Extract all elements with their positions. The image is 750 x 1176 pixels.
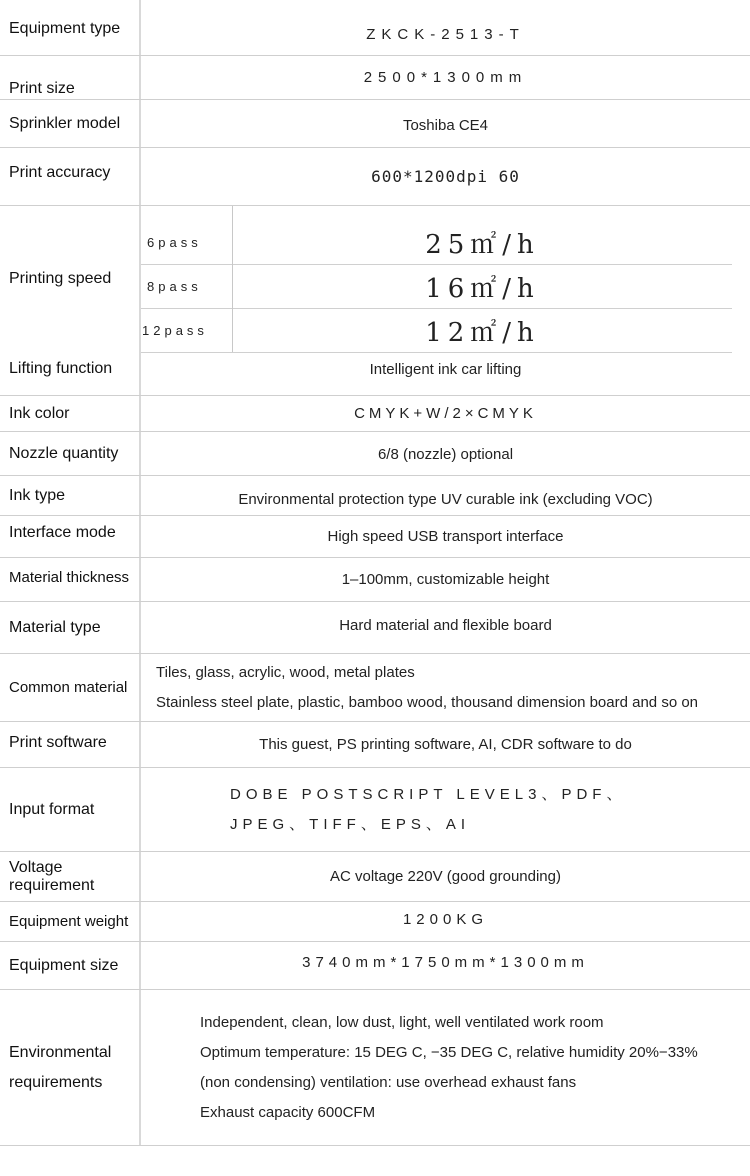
spec-value: Environmental protection type UV curable ink (excluding VOC) [238, 491, 653, 508]
spec-value-line: Exhaust capacity 600CFM [200, 1103, 376, 1121]
spec-value-line: Optimum temperature: 15 DEG C, −35 DEG C, relative humidity 20%−33% [200, 1043, 698, 1061]
spec-label: Nozzle quantity [9, 444, 119, 462]
speed-value: 25㎡/h [425, 229, 540, 260]
spec-label: Equipment size [9, 956, 119, 974]
spec-row-print-software [0, 722, 750, 768]
spec-row-voltage-requirement [0, 852, 750, 902]
spec-value: Intelligent ink car lifting [369, 361, 522, 378]
speed-pass: 6pass [147, 234, 202, 250]
spec-value: This guest, PS printing software, AI, CDR software to do [259, 736, 632, 753]
spec-row-print-accuracy [0, 148, 750, 206]
spec-value: 6/8 (nozzle) optional [377, 446, 514, 463]
spec-label: Ink color [9, 404, 70, 422]
speed-value: 12㎡/h [425, 317, 540, 348]
spec-row-lifting-function [0, 352, 750, 396]
spec-row-interface-mode [0, 516, 750, 558]
spec-row-print-size [0, 56, 750, 100]
spec-value: 600*1200dpi 60 [371, 167, 520, 186]
spec-label: Equipment type [9, 20, 121, 37]
spec-value-line: JPEG、TIFF、EPS、AI [230, 815, 471, 833]
spec-value: ZKCK-2513-T [366, 26, 525, 43]
spec-label: Printing speed [9, 270, 112, 287]
spec-value: Toshiba CE4 [402, 117, 489, 134]
speed-pass: 12pass [142, 322, 208, 338]
spec-value [141, 654, 750, 721]
spec-value: 1200KG [402, 911, 489, 928]
spec-value [141, 768, 750, 851]
spec-row-input-format [0, 768, 750, 852]
spec-row-nozzle-quantity [0, 432, 750, 476]
speed-pass: 8pass [147, 278, 202, 294]
spec-label: Material type [9, 618, 101, 636]
spec-row-ink-type [0, 476, 750, 516]
speed-value: 16㎡/h [425, 273, 540, 304]
spec-label: Print software [9, 733, 107, 751]
spec-value: CMYK+W/2×CMYK [354, 405, 537, 422]
spec-row-equipment-type [0, 0, 750, 56]
spec-value: 1–100mm, customizable height [341, 571, 550, 588]
spec-label: Lifting function [9, 359, 113, 377]
spec-label: Material thickness [9, 568, 130, 586]
spec-label: Environmental requirements [9, 1043, 112, 1091]
spec-row-environmental-requirements [0, 990, 750, 1146]
spec-label: Voltage requirement [9, 858, 95, 894]
spec-label: Print accuracy [9, 163, 111, 181]
speed-row [141, 308, 732, 353]
spec-value: Hard material and flexible board [339, 617, 552, 634]
spec-row-material-type [0, 602, 750, 654]
spec-label: Interface mode [9, 523, 116, 541]
spec-value: High speed USB transport interface [327, 528, 564, 545]
spec-label: Ink type [9, 486, 66, 504]
spec-value: 3740mm*1750mm*1300mm [302, 954, 589, 971]
spec-row-printing-speed [0, 206, 750, 352]
speed-row [141, 206, 732, 265]
spec-label: Common material [9, 678, 128, 696]
printing-speed-table [141, 206, 732, 352]
spec-row-equipment-size [0, 942, 750, 990]
spec-label: Equipment weight [9, 912, 129, 930]
spec-row-ink-color [0, 396, 750, 432]
spec-row-common-material [0, 654, 750, 722]
spec-value-line: Stainless steel plate, plastic, bamboo wood, thousand dimension board and so on [156, 693, 699, 711]
spec-value: 2500*1300mm [363, 69, 528, 86]
spec-label: Sprinkler model [9, 114, 121, 132]
spec-value-line: (non condensing) ventilation: use overhead exhaust fans [200, 1073, 577, 1091]
spec-value: AC voltage 220V (good grounding) [330, 868, 561, 885]
spec-row-equipment-weight [0, 902, 750, 942]
speed-row [141, 264, 732, 309]
spec-label: Input format [9, 800, 95, 818]
spec-value-line: Independent, clean, low dust, light, well ventilated work room [200, 1013, 604, 1031]
spec-label: Print size [9, 79, 75, 97]
spec-value-line: DOBE POSTSCRIPT LEVEL3、PDF、 [230, 785, 627, 803]
spec-value-line: Tiles, glass, acrylic, wood, metal plates [156, 663, 415, 681]
spec-row-material-thickness [0, 558, 750, 602]
spec-value [141, 990, 750, 1145]
spec-row-sprinkler-model [0, 100, 750, 148]
